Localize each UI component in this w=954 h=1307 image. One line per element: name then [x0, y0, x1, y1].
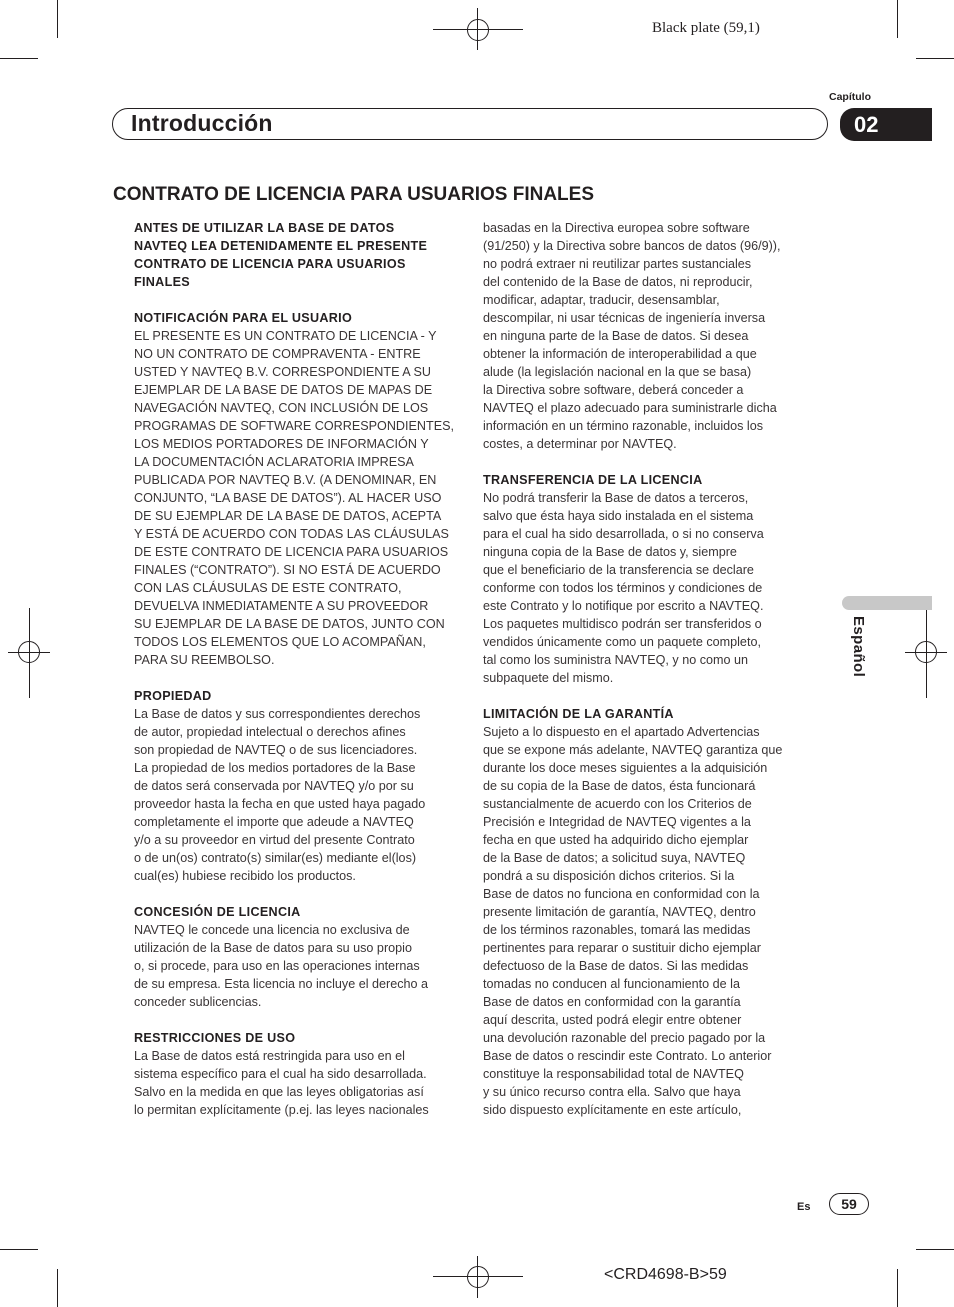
text-line: o, si procede, para uso en las operaciones internas: [134, 959, 420, 973]
text-line: DE SU EJEMPLAR DE LA BASE DE DATOS, ACEPTA: [134, 509, 442, 523]
text-line: Base de datos no funciona en conformidad con la: [483, 887, 760, 901]
text-line: y/o a su proveedor en virtud del presente Contrato: [134, 833, 415, 847]
text-line: que se expone más adelante, NAVTEQ garantiza que: [483, 743, 783, 757]
page-number: 59: [829, 1193, 869, 1215]
text-line: tomadas no conducen al funcionamiento de la: [483, 977, 740, 991]
text-line: EL PRESENTE ES UN CONTRATO DE LICENCIA - Y: [134, 329, 437, 343]
text-line: modificar, adaptar, traducir, desensamblar,: [483, 293, 720, 307]
crop-mark: [57, 0, 58, 38]
intro-heading-line: ANTES DE UTILIZAR LA BASE DE DATOS: [134, 221, 395, 235]
document-code: <CRD4698-B>59: [604, 1266, 727, 1283]
registration-mark-top: [467, 19, 489, 41]
text-line: Y ESTÁ DE ACUERDO CON TODAS LAS CLÁUSULAS: [134, 527, 449, 541]
text-line: TODOS LOS ELEMENTOS QUE LO ACOMPAÑAN,: [134, 635, 426, 649]
text-line: son propiedad de NAVTEQ o de sus licenciadores.: [134, 743, 418, 757]
restrictions-paragraph: [134, 1047, 464, 1119]
chapter-title: Introducción: [131, 110, 273, 136]
language-code: Es: [797, 1201, 811, 1213]
text-line: FINALES (“CONTRATO”). SI NO ESTÁ DE ACUERDO: [134, 563, 441, 577]
text-line: Precisión e Integridad de NAVTEQ vigentes a la: [483, 815, 751, 829]
crop-mark: [897, 1269, 898, 1307]
text-line: conforme con todos los términos y condiciones de: [483, 581, 763, 595]
text-line: PUBLICADA POR NAVTEQ B.V. (A DENOMINAR, EN: [134, 473, 437, 487]
text-line: Sujeto a lo dispuesto en el apartado Advertencias: [483, 725, 760, 739]
plate-label: Black plate (59,1): [652, 20, 760, 36]
text-line: obtener la información de interoperabilidad a que: [483, 347, 757, 361]
text-line: no podrá extraer ni reutilizar partes sustanciales: [483, 257, 752, 271]
text-line: (91/250) y la Directiva sobre bancos de datos (96/9)),: [483, 239, 781, 253]
warranty-heading: LIMITACIÓN DE LA GARANTÍA: [483, 707, 674, 721]
text-line: información en un término razonable, incluidos los: [483, 419, 764, 433]
text-line: proveedor hasta la fecha en que usted haya pagado: [134, 797, 426, 811]
text-line: que el beneficiario de la transferencia se declare: [483, 563, 754, 577]
language-side-label: Español: [850, 616, 867, 678]
text-line: alude (la legislación nacional en la que se basa): [483, 365, 752, 379]
text-line: Salvo en la medida en que las leyes obligatorias así: [134, 1085, 424, 1099]
crop-mark: [57, 1269, 58, 1307]
text-line: sistema específico para el cual ha sido desarrollada.: [134, 1067, 427, 1081]
text-line: DE ESTE CONTRATO DE LICENCIA PARA USUARIOS: [134, 545, 449, 559]
chapter-caption: Capítulo: [829, 91, 871, 103]
text-line: pertinentes para reparar o sustituir dicho ejemplar: [483, 941, 761, 955]
transfer-paragraph: [483, 489, 813, 687]
text-line: cual(es) hubiese recibido los productos.: [134, 869, 356, 883]
text-line: Los paquetes multidisco podrán ser transferidos o: [483, 617, 762, 631]
text-line: NO UN CONTRATO DE COMPRAVENTA - ENTRE: [134, 347, 421, 361]
text-line: defectuoso de la Base de datos. Si las medidas: [483, 959, 749, 973]
text-line: basadas en la Directiva europea sobre software: [483, 221, 750, 235]
property-heading: PROPIEDAD: [134, 689, 212, 703]
text-line: SU EJEMPLAR DE LA BASE DE DATOS, JUNTO CON: [134, 617, 445, 631]
text-line: de los términos razonables, tomará las medidas: [483, 923, 751, 937]
intro-heading-line: CONTRATO DE LICENCIA PARA USUARIOS: [134, 257, 406, 271]
text-line: sustancialmente de acuerdo con los Criterios de: [483, 797, 752, 811]
text-line: NAVTEQ le concede una licencia no exclusiva de: [134, 923, 410, 937]
notice-paragraph: [134, 327, 464, 669]
crop-mark: [0, 1249, 38, 1250]
text-line: EJEMPLAR DE LA BASE DE DATOS DE MAPAS DE: [134, 383, 433, 397]
registration-mark-bottom: [467, 1266, 489, 1288]
text-line: NAVEGACIÓN NAVTEQ, CON INCLUSIÓN DE LOS: [134, 401, 429, 415]
warranty-paragraph: [483, 723, 813, 1119]
text-line: Base de datos en conformidad con la garantía: [483, 995, 741, 1009]
text-line: USTED Y NAVTEQ B.V. CORRESPONDIENTE A SU: [134, 365, 431, 379]
text-line: LOS MEDIOS PORTADORES DE INFORMACIÓN Y: [134, 437, 429, 451]
text-line: LA DOCUMENTACIÓN ACLARATORIA IMPRESA: [134, 455, 414, 469]
text-line: CON LAS CLÁUSULAS DE ESTE CONTRATO,: [134, 581, 402, 595]
text-line: del contenido de la Base de datos, ni reproducir,: [483, 275, 753, 289]
text-line: La Base de datos y sus correspondientes derechos: [134, 707, 421, 721]
text-line: tal como los suministra NAVTEQ, y no como un: [483, 653, 749, 667]
text-line: Base de datos o rescindir este Contrato. Lo anterior: [483, 1049, 772, 1063]
text-line: en ninguna parte de la Base de datos. Si desea: [483, 329, 749, 343]
crop-mark: [0, 58, 38, 59]
text-line: descompilar, ni usar técnicas de ingeniería inversa: [483, 311, 766, 325]
property-paragraph: [134, 705, 464, 885]
text-line: La propiedad de los medios portadores de la Base: [134, 761, 416, 775]
text-line: este Contrato y lo notifique por escrito a NAVTEQ.: [483, 599, 764, 613]
text-line: DEVUELVA INMEDIATAMENTE A SU PROVEEDOR: [134, 599, 429, 613]
text-line: La Base de datos está restringida para uso en el: [134, 1049, 405, 1063]
text-line: aquí descrita, usted podrá elegir entre obtener: [483, 1013, 742, 1027]
crop-mark: [897, 0, 898, 38]
registration-mark-right: [915, 641, 937, 663]
text-line: la Directiva sobre software, deberá conceder a: [483, 383, 744, 397]
text-line: y su único recurso contra ella. Salvo que haya: [483, 1085, 741, 1099]
text-line: subpaquete del mismo.: [483, 671, 614, 685]
chapter-number-tab: 02: [840, 108, 932, 141]
text-line: o de un(os) contrato(s) similar(es) mediante el(los): [134, 851, 417, 865]
text-line: de autor, propiedad intelectual o derechos afines: [134, 725, 406, 739]
grant-heading: CONCESIÓN DE LICENCIA: [134, 905, 301, 919]
text-line: pondrá a su disposición dichos criterios. Si la: [483, 869, 735, 883]
text-line: CONJUNTO, “LA BASE DE DATOS”). AL HACER USO: [134, 491, 442, 505]
intro-heading-line: FINALES: [134, 275, 190, 289]
text-line: No podrá transferir la Base de datos a terceros,: [483, 491, 749, 505]
text-line: lo permitan explícitamente (p.ej. las leyes nacionales: [134, 1103, 429, 1117]
text-line: constituye la responsabilidad total de NAVTEQ: [483, 1067, 744, 1081]
text-line: de su empresa. Esta licencia no incluye el derecho a: [134, 977, 429, 991]
text-line: utilización de la Base de datos para su uso propio: [134, 941, 412, 955]
text-line: completamente el importe que adeude a NAVTEQ: [134, 815, 414, 829]
text-line: PROGRAMAS DE SOFTWARE CORRESPONDIENTES,: [134, 419, 455, 433]
text-line: de la Base de datos; a solicitud suya, NAVTEQ: [483, 851, 746, 865]
restrictions-heading: RESTRICCIONES DE USO: [134, 1031, 296, 1045]
left-column: [134, 219, 464, 1119]
right-column: [483, 219, 813, 1119]
text-line: PARA SU REEMBOLSO.: [134, 653, 275, 667]
section-title: CONTRATO DE LICENCIA PARA USUARIOS FINALES: [113, 184, 594, 205]
text-line: conceder sublicencias.: [134, 995, 262, 1009]
text-line: salvo que ésta haya sido instalada en el sistema: [483, 509, 754, 523]
transfer-heading: TRANSFERENCIA DE LA LICENCIA: [483, 473, 703, 487]
text-line: de su copia de la Base de datos, ésta funcionará: [483, 779, 756, 793]
text-line: sido dispuesto explícitamente en este artículo,: [483, 1103, 742, 1117]
grant-paragraph: [134, 921, 464, 1011]
notice-heading: NOTIFICACIÓN PARA EL USUARIO: [134, 311, 353, 325]
text-line: costes, a determinar por NAVTEQ.: [483, 437, 677, 451]
text-line: para el cual ha sido desarrollada, o si no conserva: [483, 527, 764, 541]
text-line: durante los doce meses siguientes a la adquisición: [483, 761, 768, 775]
crop-mark: [916, 58, 954, 59]
text-line: ninguna copia de la Base de datos y, siempre: [483, 545, 737, 559]
text-line: una devolución razonable del precio pagado por la: [483, 1031, 766, 1045]
intro-heading-line: NAVTEQ LEA DETENIDAMENTE EL PRESENTE: [134, 239, 428, 253]
continued-paragraph: [483, 219, 813, 453]
registration-mark-left: [18, 641, 40, 663]
text-line: de datos será conservada por NAVTEQ y/o por su: [134, 779, 414, 793]
text-line: vendidos únicamente como un paquete completo,: [483, 635, 761, 649]
text-line: fecha en que usted ha adquirido dicho ejemplar: [483, 833, 749, 847]
text-line: presente limitación de garantía, NAVTEQ, dentro: [483, 905, 756, 919]
language-side-tab: [842, 596, 932, 610]
crop-mark: [916, 1249, 954, 1250]
text-line: NAVTEQ el plazo adecuado para suministrarle dicha: [483, 401, 777, 415]
